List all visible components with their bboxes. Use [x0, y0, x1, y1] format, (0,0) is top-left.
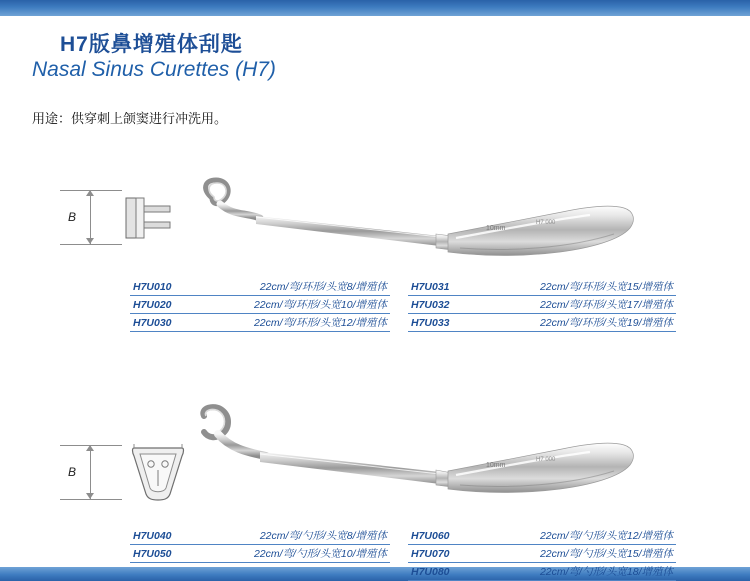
- shaft-mark-code-top: H7 000: [536, 220, 556, 226]
- table-row: [408, 314, 676, 332]
- item-spec: 22cm/弯/勺形/头宽10/增殖体: [222, 545, 390, 563]
- item-code: H7U020: [130, 296, 222, 314]
- table-row: [408, 278, 676, 296]
- item-spec: 22cm/弯/勺形/头宽12/增殖体: [500, 527, 676, 545]
- item-spec: 22cm/弯/勺形/头宽8/增殖体: [222, 527, 390, 545]
- item-spec: 22cm/弯/环形/头宽15/增殖体: [500, 278, 676, 296]
- item-code: H7U033: [408, 314, 500, 332]
- item-code: H7U050: [130, 545, 222, 563]
- table-row: [130, 545, 390, 563]
- dimension-label-b-top: B: [68, 210, 77, 224]
- item-spec: 22cm/弯/环形/头宽19/增殖体: [500, 314, 676, 332]
- item-spec: 22cm/弯/环形/头宽17/增殖体: [500, 296, 676, 314]
- table-row: [130, 278, 390, 296]
- item-code: H7U080: [408, 563, 500, 581]
- item-spec: 22cm/弯/环形/头宽12/增殖体: [222, 314, 390, 332]
- item-code: H7U070: [408, 545, 500, 563]
- instrument-illustration-bottom: [190, 398, 640, 508]
- instrument-illustration-top: [190, 160, 640, 270]
- shaft-mark-size-bottom: 10mm: [486, 462, 506, 469]
- shaft-mark-code-bottom: H7 000: [536, 457, 556, 463]
- item-code: H7U030: [130, 314, 222, 332]
- top-decorative-band: [0, 0, 750, 16]
- table-row: [130, 314, 390, 332]
- dimension-label-b-bottom: B: [68, 465, 77, 479]
- table-row: [408, 296, 676, 314]
- shaft-mark-size-top: 10mm: [486, 225, 506, 232]
- usage-description: 用途：供穿刺上颌窦进行冲洗用。: [32, 111, 228, 126]
- code-table-left-bottom: [130, 527, 390, 563]
- code-table-right-top: [408, 278, 676, 332]
- page-title-english: Nasal Sinus Curettes (H7): [32, 58, 276, 81]
- blade-plan-view-bottom: [118, 442, 198, 504]
- table-row: [408, 545, 676, 563]
- blade-cross-section-top: [122, 192, 182, 244]
- table-row: [130, 296, 390, 314]
- page-title-chinese: H7版鼻增殖体刮匙: [60, 33, 243, 56]
- item-code: H7U032: [408, 296, 500, 314]
- item-code: H7U060: [408, 527, 500, 545]
- dimension-bracket-top: [60, 190, 130, 250]
- item-code: H7U031: [408, 278, 500, 296]
- item-spec: 22cm/弯/勺形/头宽15/增殖体: [500, 545, 676, 563]
- code-table-left-top: [130, 278, 390, 332]
- item-spec: 22cm/弯/环形/头宽8/增殖体: [222, 278, 390, 296]
- item-spec: 22cm/弯/环形/头宽10/增殖体: [222, 296, 390, 314]
- table-row: [130, 527, 390, 545]
- item-spec: 22cm/弯/勺形/头宽18/增殖体: [500, 563, 676, 581]
- code-table-right-bottom: [408, 527, 676, 581]
- item-code: H7U040: [130, 527, 222, 545]
- item-code: H7U010: [130, 278, 222, 296]
- table-row: [408, 527, 676, 545]
- table-row: [408, 563, 676, 581]
